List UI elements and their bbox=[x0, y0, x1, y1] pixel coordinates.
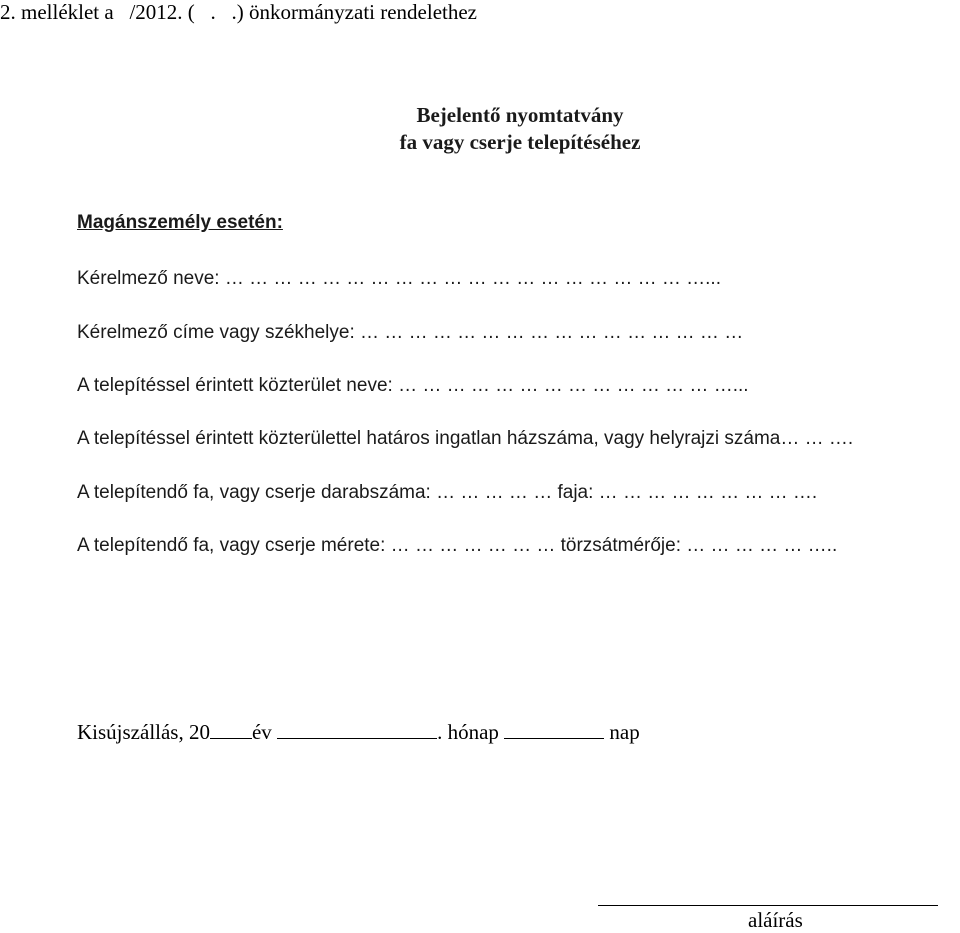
day-blank bbox=[504, 721, 604, 739]
date-day-label: nap bbox=[609, 720, 640, 744]
annex-reference: 2. melléklet a /2012. ( . .) önkormányzati rendelethez bbox=[0, 0, 478, 24]
date-month-label: . hónap bbox=[437, 720, 499, 744]
signature-label: aláírás bbox=[748, 908, 803, 932]
month-blank bbox=[277, 721, 437, 739]
field-plant-size-trunk: A telepítendő fa, vagy cserje mérete: … … … … … … … törzsátmérője: … … … … … ….. bbox=[77, 535, 838, 556]
signature-line bbox=[598, 905, 938, 906]
year-blank bbox=[210, 721, 252, 739]
field-plant-count-species: A telepítendő fa, vagy cserje darabszáma: … … … … … faja: … … … … … … … … …. bbox=[77, 482, 818, 503]
field-applicant-name: Kérelmező neve: … … … … … … … … … … … … … … … … … … … …... bbox=[77, 268, 721, 289]
field-public-area-name: A telepítéssel érintett közterület neve: … … … … … … … … … … … … … …... bbox=[77, 375, 749, 396]
form-subtitle: fa vagy cserje telepítéséhez bbox=[399, 130, 641, 154]
date-line bbox=[77, 720, 640, 745]
field-applicant-address: Kérelmező címe vagy székhelye: … … … … … … … … … … … … … … … … bbox=[77, 322, 744, 343]
date-year-label: év bbox=[251, 720, 272, 744]
section-heading-private-person: Magánszemély esetén: bbox=[77, 212, 283, 233]
field-adjacent-property: A telepítéssel érintett közterülettel határos ingatlan házszáma, vagy helyrajzi száma… … …. bbox=[77, 428, 854, 449]
date-place-prefix: Kisújszállás, 20 bbox=[77, 720, 210, 744]
form-title: Bejelentő nyomtatvány bbox=[416, 103, 624, 127]
